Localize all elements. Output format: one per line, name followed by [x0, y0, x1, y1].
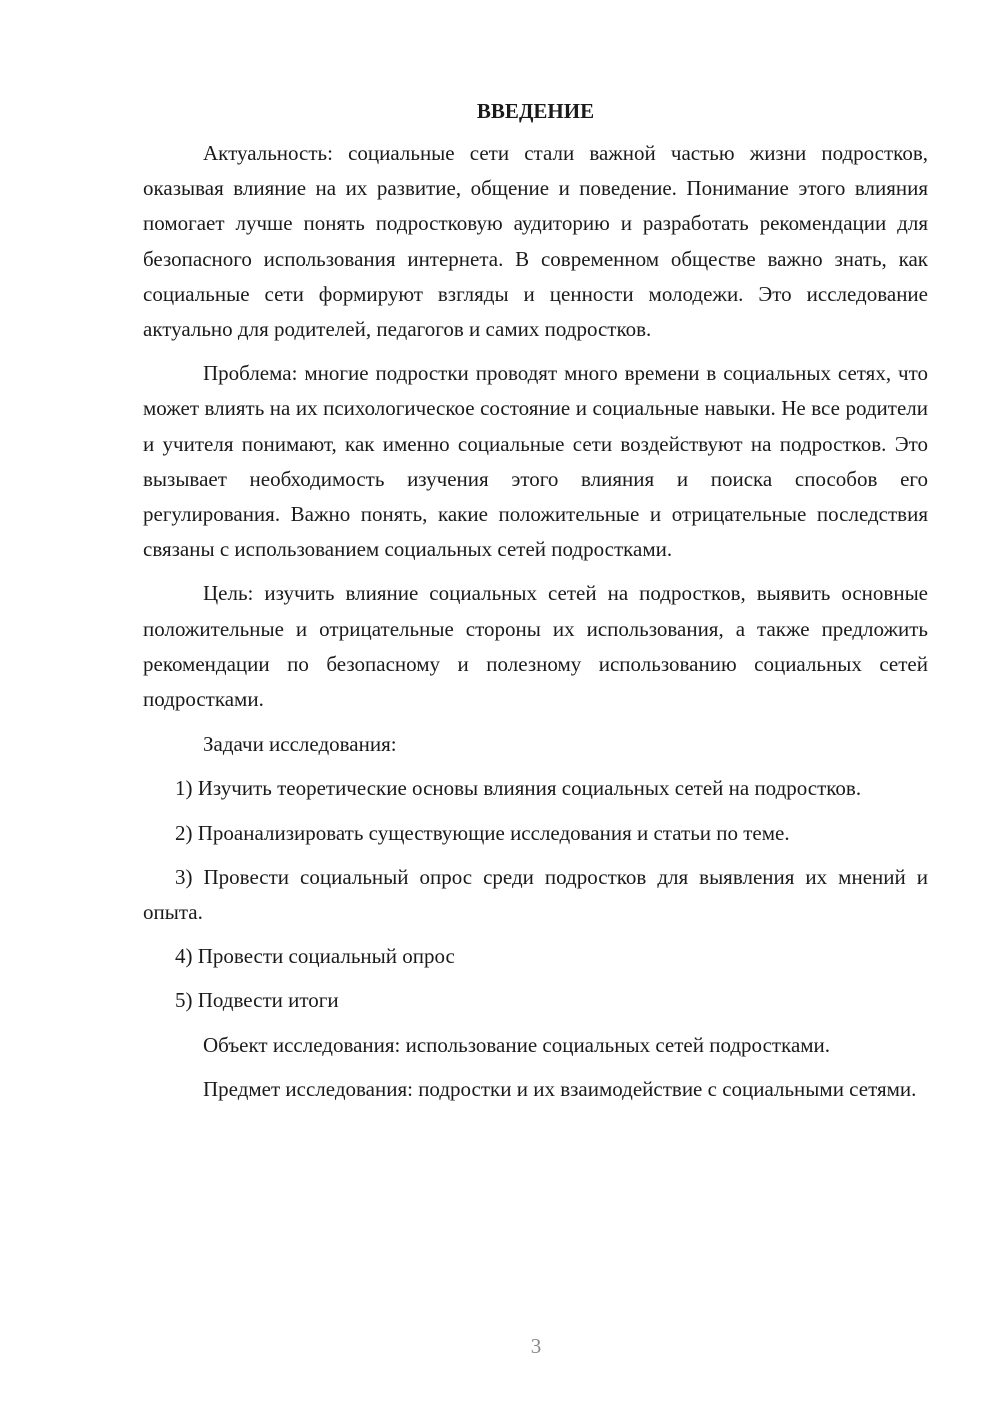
- page-title: ВВЕДЕНИЕ: [476, 99, 595, 123]
- tasks-heading: Задачи исследования:: [203, 732, 397, 757]
- paragraph-problem: Проблема: многие подростки проводят много времени в социальных сетях, что может влиять на их психологическое состояние и социальные навыки. Не все родители и учителя понимают, как именно социальные сети воздействуют на подростков. Это вызывает необходимость изучения этого влияния и поиска способов его регулирования. Важно понять, какие положительные и отрицательные последствия связаны с использованием социальных сетей подростками.: [143, 361, 928, 562]
- task-item-2: 2) Проанализировать существующие исследования и статьи по теме.: [175, 820, 790, 845]
- task-item-1: 1) Изучить теоретические основы влияния социальных сетей на подростков.: [175, 776, 862, 801]
- paragraph-goal: Цель: изучить влияние социальных сетей на подростков, выявить основные положительные и отрицательные стороны их использования, а также предложить рекомендации по безопасному и полезному использованию социальных сетей подростками.: [143, 581, 928, 712]
- task-item-3: 3) Провести социальный опрос среди подростков для выявления их мнений и опыта.: [143, 864, 928, 925]
- task-item-5: 5) Подвести итоги: [175, 988, 339, 1013]
- task-item-4: 4) Провести социальный опрос: [175, 944, 455, 969]
- paragraph-subject: Предмет исследования: подростки и их взаимодействие с социальными сетями.: [203, 1076, 917, 1101]
- page-number: 3: [530, 1334, 542, 1358]
- paragraph-relevance: Актуальность: социальные сети стали важной частью жизни подростков, оказывая влияние на их развитие, общение и поведение. Понимание этого влияния помогает лучше понять подростковую аудиторию и разработать рекомендации для безопасного использования интернета. В современном обществе важно знать, как социальные сети формируют взгляды и ценности молодежи. Это исследование актуально для родителей, педагогов и самих подростков.: [143, 141, 928, 342]
- page-content: [143, 94, 928, 1116]
- paragraph-object: Объект исследования: использование социальных сетей подростками.: [203, 1032, 831, 1057]
